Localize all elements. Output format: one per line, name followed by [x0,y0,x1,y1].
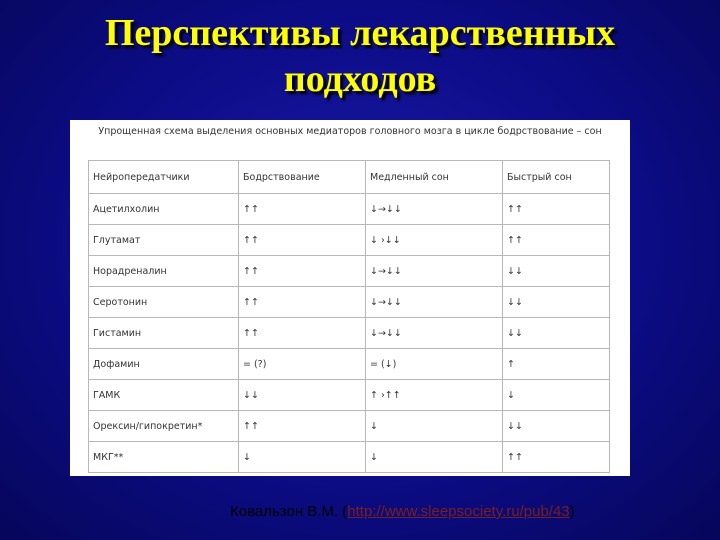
header-rem-sleep: Быстрый сон [503,161,610,194]
cell-rem-sleep: ↓↓ [503,287,610,318]
table-row [89,318,610,349]
cell-slow-sleep: ↓→↓↓ [366,256,503,287]
header-slow-sleep: Медленный сон [366,161,503,194]
source-close: ) [569,503,575,520]
cell-rem-sleep: ↓↓ [503,411,610,442]
cell-wakefulness: ↑↑ [239,194,366,225]
slide-title-line-2: подходов [283,58,437,100]
cell-mediator: МКГ** [89,442,239,473]
cell-wakefulness: ↓↓ [239,380,366,411]
cell-rem-sleep: ↑↑ [503,225,610,256]
table-row [89,411,610,442]
source-author: Ковальзон В.М. ( [230,503,348,520]
source-link[interactable]: http://www.sleepsociety.ru/pub/43 [347,503,570,520]
table-row [89,194,610,225]
cell-wakefulness: ↑↑ [239,256,366,287]
cell-slow-sleep: ↓→↓↓ [366,287,503,318]
table-header-row [89,161,610,194]
cell-mediator: Серотонин [89,287,239,318]
table-image [70,120,630,476]
cell-slow-sleep: ↓→↓↓ [366,194,503,225]
cell-mediator: ГАМК [89,380,239,411]
slide-title [0,10,720,102]
cell-rem-sleep: ↓↓ [503,318,610,349]
cell-mediator: Норадреналин [89,256,239,287]
header-neurotransmitters: Нейропередатчики [89,161,239,194]
cell-wakefulness: ↑↑ [239,225,366,256]
cell-mediator: Глутамат [89,225,239,256]
cell-wakefulness: ↓ [239,442,366,473]
cell-rem-sleep: ↓↓ [503,256,610,287]
cell-wakefulness: ↑↑ [239,287,366,318]
cell-mediator: Гистамин [89,318,239,349]
header-wakefulness: Бодрствование [239,161,366,194]
cell-rem-sleep: ↑ [503,349,610,380]
slide-title-line-1: Перспективы лекарственных [104,12,616,54]
cell-mediator: Орексин/гипокретин* [89,411,239,442]
cell-slow-sleep: ↓ ›↓↓ [366,225,503,256]
mediator-table [88,160,610,473]
cell-wakefulness: ↑↑ [239,411,366,442]
cell-wakefulness: = (?) [239,349,366,380]
cell-slow-sleep: ↓ [366,411,503,442]
cell-slow-sleep: ↑ ›↑↑ [366,380,503,411]
table-row [89,225,610,256]
cell-rem-sleep: ↑↑ [503,194,610,225]
cell-rem-sleep: ↑↑ [503,442,610,473]
cell-rem-sleep: ↓ [503,380,610,411]
table-row [89,380,610,411]
cell-slow-sleep: ↓ [366,442,503,473]
table-row [89,349,610,380]
cell-slow-sleep: = (↓) [366,349,503,380]
cell-wakefulness: ↑↑ [239,318,366,349]
table-caption: Упрощенная схема выделения основных медиаторов головного мозга в цикле бодрствование – сон [98,126,602,137]
table-row [89,256,610,287]
cell-mediator: Ацетилхолин [89,194,239,225]
cell-mediator: Дофамин [89,349,239,380]
table-row [89,287,610,318]
table-row [89,442,610,473]
source-footer [230,503,575,520]
cell-slow-sleep: ↓→↓↓ [366,318,503,349]
